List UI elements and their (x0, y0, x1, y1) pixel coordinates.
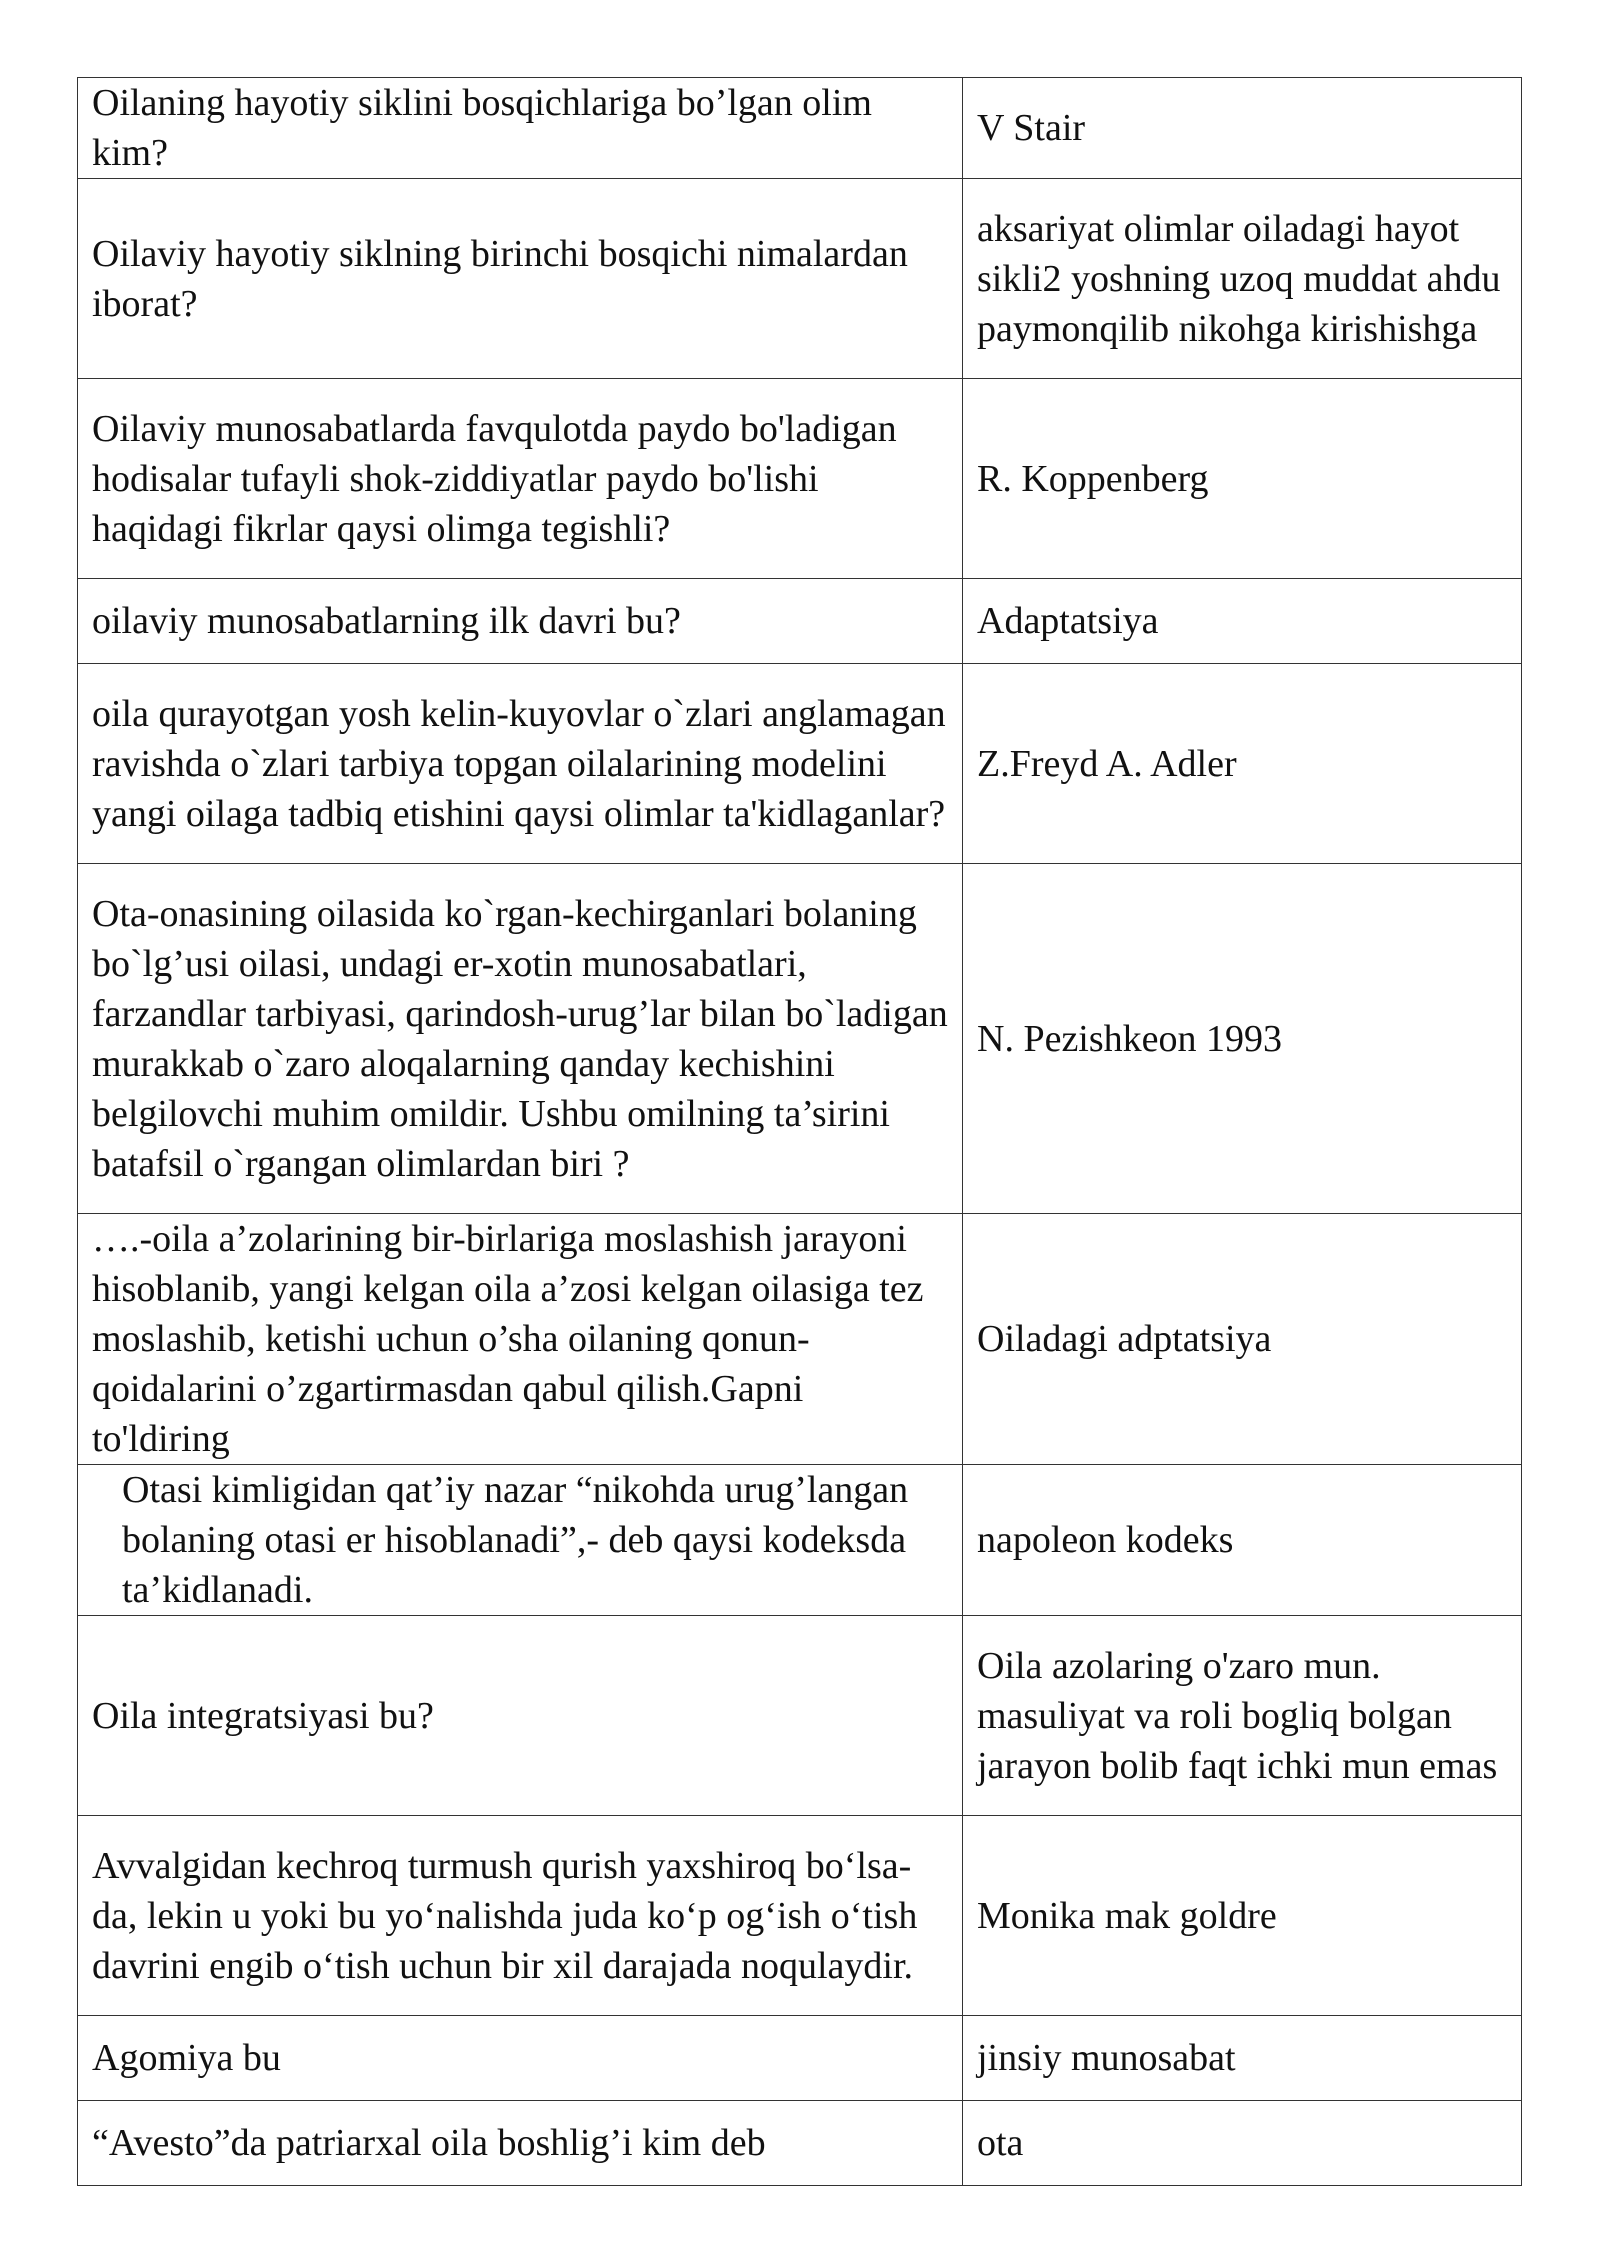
answer-cell: Oiladagi adptatsiya (963, 1214, 1522, 1465)
question-cell: Agomiya bu (78, 2016, 963, 2101)
question-cell: Ota-onasining oilasida ko`rgan-kechirganlari bolaning bo`lg’usi oilasi, undagi er-xotin munosabatlari, farzandlar tarbiyasi, qarindosh-urug’lar bilan bo`ladigan murakkab o`zaro aloqalarning qanday kechishini belgilovchi muhim omildir. Ushbu omilning ta’sirini batafsil o`rgangan olimlardan biri ? (78, 864, 963, 1214)
answer-cell: jinsiy munosabat (963, 2016, 1522, 2101)
question-cell: ….-oila a’zolarining bir-birlariga moslashish jarayoni hisoblanib, yangi kelgan oila a’zosi kelgan oilasiga tez moslashib, ketishi uchun o’sha oilaning qonun-qoidalarini o’zgartirmasdan qabul qilish.Gapni to'ldiring (78, 1214, 963, 1465)
question-cell: Oilaviy hayotiy siklning birinchi bosqichi nimalardan iborat? (78, 179, 963, 379)
question-cell: oilaviy munosabatlarning ilk davri bu? (78, 579, 963, 664)
answer-cell: aksariyat olimlar oiladagi hayot sikli2 yoshning uzoq muddat ahdu paymonqilib nikohga kirishishga (963, 179, 1522, 379)
answer-cell: Adaptatsiya (963, 579, 1522, 664)
question-cell: Avvalgidan kechroq turmush qurish yaxshiroq bo‘lsa-da, lekin u yoki bu yo‘nalishda juda ko‘p og‘ish o‘tish davrini engib o‘tish uchun bir xil darajada noqulaydir. (78, 1816, 963, 2016)
table-row (78, 379, 1522, 579)
table-row (78, 664, 1522, 864)
question-cell: Oilaning hayotiy siklini bosqichlariga bo’lgan olim kim? (78, 78, 963, 179)
table-row (78, 179, 1522, 379)
table-row (78, 2016, 1522, 2101)
question-answer-table (77, 77, 1522, 2186)
answer-cell: Oila azolaring o'zaro mun. masuliyat va roli bogliq bolgan jarayon bolib faqt ichki mun emas (963, 1616, 1522, 1816)
answer-cell: V Stair (963, 78, 1522, 179)
table-row (78, 1465, 1522, 1616)
question-cell: Otasi kimligidan qat’iy nazar “nikohda urug’langan bolaning otasi er hisoblanadi”,- deb qaysi kodeksda ta’kidlanadi. (78, 1465, 963, 1616)
question-cell: “Avesto”da patriarxal oila boshlig’i kim deb (78, 2101, 963, 2186)
table-row (78, 1214, 1522, 1465)
answer-cell: napoleon kodeks (963, 1465, 1522, 1616)
question-cell: Oila integratsiyasi bu? (78, 1616, 963, 1816)
table-row (78, 2101, 1522, 2186)
answer-cell: Monika mak goldre (963, 1816, 1522, 2016)
table-row (78, 579, 1522, 664)
table-row (78, 1816, 1522, 2016)
answer-cell: ota (963, 2101, 1522, 2186)
table-row (78, 864, 1522, 1214)
answer-cell: N. Pezishkeon 1993 (963, 864, 1522, 1214)
question-cell: oila qurayotgan yosh kelin-kuyovlar o`zlari anglamagan ravishda o`zlari tarbiya topgan oilalarining modelini yangi oilaga tadbiq etishini qaysi olimlar ta'kidlaganlar? (78, 664, 963, 864)
answer-cell: R. Koppenberg (963, 379, 1522, 579)
answer-cell: Z.Freyd A. Adler (963, 664, 1522, 864)
question-cell: Oilaviy munosabatlarda favqulotda paydo bo'ladigan hodisalar tufayli shok-ziddiyatlar paydo bo'lishi haqidagi fikrlar qaysi olimga tegishli? (78, 379, 963, 579)
table-row (78, 1616, 1522, 1816)
table-row (78, 78, 1522, 179)
